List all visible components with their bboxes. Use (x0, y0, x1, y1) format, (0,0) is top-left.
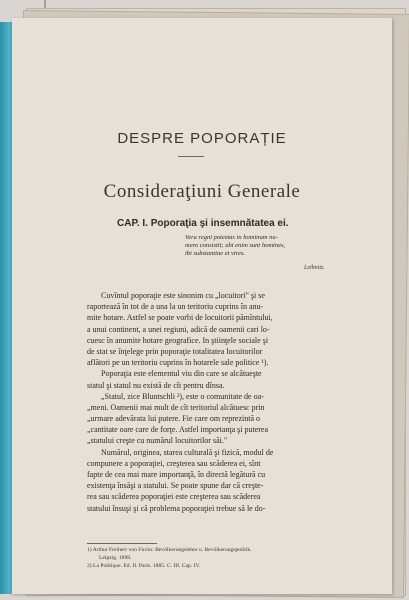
page-title: DESPRE POPORAȚIE (117, 130, 287, 147)
section-heading: Consideraţiuni Generale (103, 181, 301, 202)
body-line: statul şi statul nu există de cît pentru dînsa. (87, 380, 225, 390)
body-line: a unui continent, a unei regiuni, adică de oamenii cari lo- (87, 324, 270, 334)
title-divider (178, 156, 204, 157)
body-line: raportează în tot de a una la un teritoriu cuprins în anu- (87, 302, 264, 312)
body-line: „meni. Oamenii mai mult de cît teritoriul alcătuesc prin (87, 402, 265, 412)
body-line: cuesc în anumite hotare geografice. In ştiinţele sociale şi (87, 335, 269, 345)
body-line: Cuvîntul poporaţie este sinonim cu „locuitori" şi se (101, 291, 265, 300)
epigraph-line: mero consistit; ubi enim sunt homines, (185, 242, 286, 249)
epigraph (185, 234, 345, 258)
footnote: 2) La Politique. Ed. II. Paris. 1885. C. III. Cap. IV. (87, 563, 201, 569)
body-line: de stat se înţelege prin poporaţie totalitatea locuitorilor (87, 346, 263, 356)
body-line: compunere a poporaţiei, creşterea sau scăderea ei, sînt (87, 458, 261, 468)
body-line: aflători pe un teritoriu cuprins în hotarele sale politice ¹). (87, 358, 269, 368)
epigraph-line: ibi substantiae et vires. (185, 250, 246, 257)
body-line: statului însuşi şi că problema poporaţiei trebue să le do- (87, 503, 266, 513)
chapter-heading: CAP. I. Poporaţia şi insemnătatea ei. (117, 218, 289, 229)
body-line: „urmare adevărata lui putere. Fie care om reprezintă o (87, 414, 261, 424)
body-line: „statului creşte cu numărul locuitorilor săi." (87, 436, 228, 446)
body-line: Numărul, originea, starea culturală şi fizică, modul de (101, 447, 274, 457)
body-line: fapte de cea mai mare importanţă, în directă legătură cu (87, 470, 266, 479)
body-line: existenţa însăşi a statului. Se poate spune dar că creşte- (87, 481, 264, 491)
footnotes (87, 546, 382, 570)
footnote-divider (87, 543, 157, 544)
body-text (87, 290, 382, 514)
body-line: rea sau scăderea poporaţiei este creşterea sau scăderea (87, 492, 261, 502)
epigraph-line: Vera regni potestas in hominum nu- (185, 234, 278, 241)
epigraph-author: Leibnitz. (304, 265, 325, 271)
footnote: 1) Arthur Freiherr von Fircks: Bevölkerungslehre u. Bevölkerungspolitik. (87, 547, 252, 553)
footnote: Leipzig. 1898. (99, 555, 132, 561)
body-line: „Statul, zice Bluntschli ²), este o comunitate de oa- (101, 391, 264, 401)
body-line: mite hotare. Astfel se poate vorbi de locuitorii pămîntului, (87, 313, 273, 323)
document-page (12, 18, 392, 594)
body-line: Poporaţia este elementul viu din care se alcătueşte (101, 369, 262, 379)
body-line: „cantitate oare care de forţe. Astfel importanţa şi puterea (87, 425, 269, 435)
